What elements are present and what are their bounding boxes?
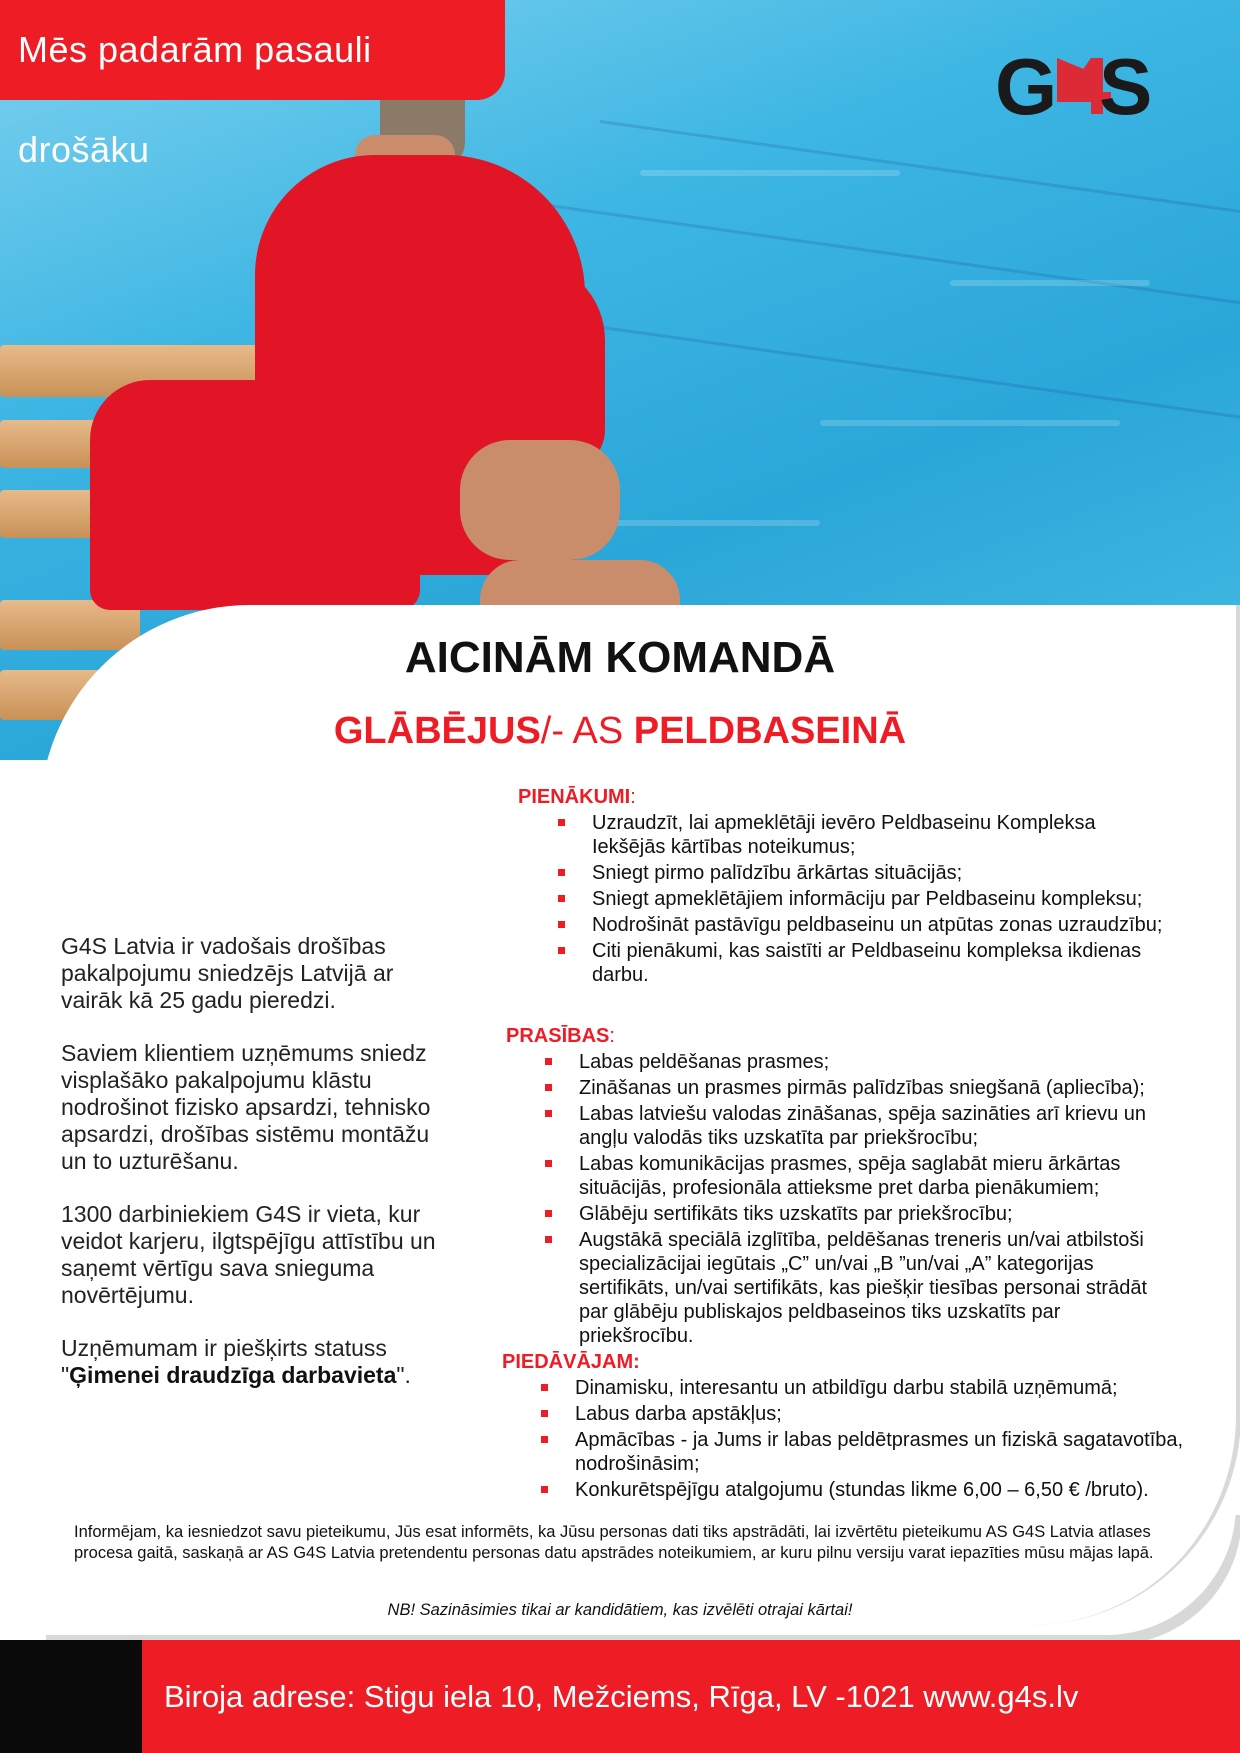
list-item: Citi pienākumi, kas saistīti ar Peldbaseinu kompleksa ikdienas darbu. xyxy=(556,939,1168,987)
svg-text:G: G xyxy=(995,50,1052,122)
duties-heading: PIENĀKUMI: xyxy=(518,786,636,808)
list-item: Nodrošināt pastāvīgu peldbaseinu un atpūtas zonas uzraudzību; xyxy=(556,913,1168,937)
job-title xyxy=(0,710,1240,753)
requirements-heading: PRASĪBAS: xyxy=(506,1025,615,1047)
list-item: Labus darba apstākļus; xyxy=(539,1402,1192,1426)
intro-status-prefix: Uzņēmumam ir piešķirts statuss " xyxy=(61,1335,387,1388)
intro-paragraph: Saviem klientiem uzņēmums sniedz visplašāko pakalpojumu klāstu nodrošinot fizisko apsardzi, tehnisko apsardzi, drošības sistēmu montāžu un to uzturēšanu. xyxy=(61,1040,431,1174)
intro-paragraph: 1300 darbiniekiem G4S ir vieta, kur veidot karjeru, ilgtspējīgu attīstību un saņemt vērtīgu sava snieguma novērtējumu. xyxy=(61,1201,436,1308)
list-item: Sniegt apmeklētājiem informāciju par Peldbaseinu kompleksu; xyxy=(556,887,1168,911)
duties-section xyxy=(518,785,1168,989)
tagline-banner xyxy=(0,0,505,170)
g4s-logo-mark xyxy=(995,50,1161,122)
requirements-section xyxy=(506,1024,1176,1350)
requirements-list xyxy=(543,1050,1176,1348)
list-item: Dinamisku, interesantu un atbildīgu darbu stabilā uzņēmumā; xyxy=(539,1376,1192,1400)
privacy-notice: Informējam, ka iesniedzot savu pieteikumu, Jūs esat informēts, ka Jūsu personas dati tiks apstrādāti, lai izvērtētu pieteikumu AS G4S Latvia atlases procesa gaitā, saskaņā ar AS G4S Latvia pretendentu personas datu apstrādes noteikumiem, ar kuru pilnu versiju varat iepazīties mūsu mājas lapā. xyxy=(74,1523,1154,1562)
offer-heading: PIEDĀVĀJAM: xyxy=(502,1351,640,1373)
requirements-heading-text: PRASĪBAS xyxy=(506,1025,610,1047)
footer-address: Biroja adrese: Stigu iela 10, Mežciems, Rīga, LV -1021 www.g4s.lv xyxy=(164,1679,1079,1714)
list-item: Glābēju sertifikāts tiks uzskatīts par priekšrocību; xyxy=(543,1202,1176,1226)
nb-notice: NB! Sazināsimies tikai ar kandidātiem, kas izvēlēti otrajai kārtai! xyxy=(387,1601,853,1619)
svg-text:S: S xyxy=(1099,50,1153,122)
job-title-part2: /- AS xyxy=(540,710,624,752)
list-item: Uzraudzīt, lai apmeklētāji ievēro Peldbaseinu Kompleksa Iekšējās kārtības noteikumus; xyxy=(556,811,1168,859)
tagline-text: Mēs padarām pasauli drošāku xyxy=(18,29,372,170)
duties-list xyxy=(556,811,1168,987)
list-item: Labas latviešu valodas zināšanas, spēja sazināties arī krievu un angļu valodās tiks uzskatīta par priekšrocību; xyxy=(543,1102,1176,1150)
g4s-logo xyxy=(995,50,1161,122)
intro-paragraph xyxy=(61,1335,451,1389)
list-item: Sniegt pirmo palīdzību ārkārtas situācijās; xyxy=(556,861,1168,885)
list-item: Augstākā speciālā izglītība, peldēšanas treneris un/vai atbilstoši specializācijai iegūtais „C” un/vai „B ”un/vai „A” kategorijas sertifikāts, un/vai sertifikāts, kas piešķir tiesības personai strādāt par glābēju publiskajos peldbaseinos tiks uzskatīts par priekšrocību. xyxy=(543,1228,1176,1348)
footer-bar xyxy=(142,1640,1240,1753)
job-title-part1: GLĀBĒJUS xyxy=(333,710,541,752)
duties-heading-text: PIENĀKUMI xyxy=(518,786,631,808)
list-item: Labas peldēšanas prasmes; xyxy=(543,1050,1176,1074)
job-title-part3: PELDBASEINĀ xyxy=(633,710,907,752)
list-item: Labas komunikācijas prasmes, spēja saglabāt mieru ārkārtas situācijās, profesionāla attieksme pret darba pienākumiem; xyxy=(543,1152,1176,1200)
page-title: AICINĀM KOMANDĀ xyxy=(404,633,836,682)
list-item: Zināšanas un prasmes pirmās palīdzības sniegšanā (apliecība); xyxy=(543,1076,1176,1100)
intro-paragraph: G4S Latvia ir vadošais drošības pakalpojumu sniedzējs Latvijā ar vairāk kā 25 gadu pieredzi. xyxy=(61,933,394,1013)
intro-status-suffix: ". xyxy=(396,1362,411,1388)
offer-list xyxy=(539,1376,1192,1502)
footer-black-block xyxy=(0,1640,142,1753)
list-item: Apmācības - ja Jums ir labas peldētprasmes un fiziskā sagatavotība, nodrošināsim; xyxy=(539,1428,1192,1476)
company-intro xyxy=(61,933,451,1415)
offer-section xyxy=(502,1350,1192,1504)
list-item: Konkurētspējīgu atalgojumu (stundas likme 6,00 – 6,50 € /bruto). xyxy=(539,1478,1192,1502)
intro-status-bold: Ģimenei draudzīga darbavieta xyxy=(69,1362,397,1388)
